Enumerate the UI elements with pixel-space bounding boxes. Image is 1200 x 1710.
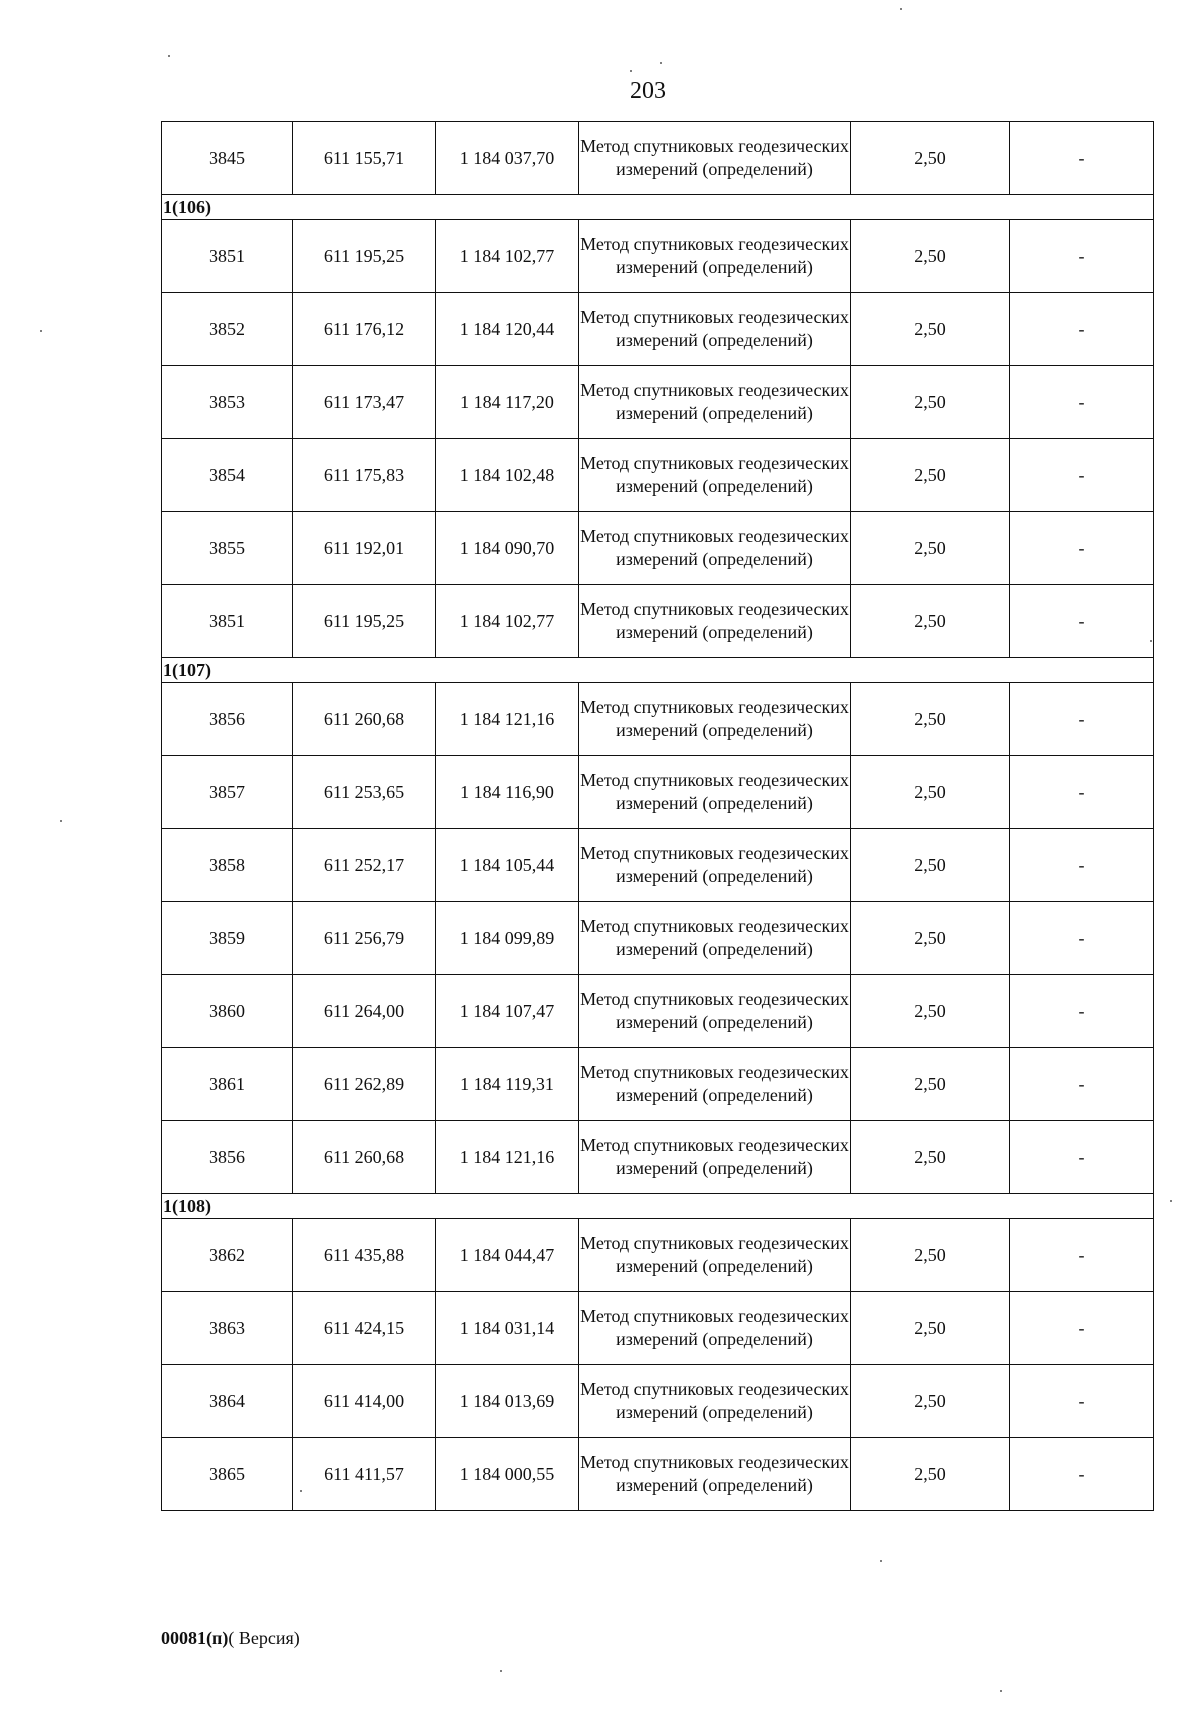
point-number-cell: 3853 (162, 366, 293, 439)
point-number-cell: 3852 (162, 293, 293, 366)
document-footer (161, 1628, 300, 1649)
method-cell: Метод спутниковых геодезических измерений (определений) (579, 122, 851, 195)
note-cell: - (1010, 1048, 1154, 1121)
method-cell: Метод спутниковых геодезических измерений (определений) (579, 829, 851, 902)
x-coordinate-cell: 611 262,89 (293, 1048, 436, 1121)
y-coordinate-cell: 1 184 037,70 (436, 122, 579, 195)
table-row (162, 122, 1154, 195)
coordinates-table-body (162, 122, 1154, 1511)
group-label: 1(108) (162, 1194, 1154, 1219)
table-row (162, 366, 1154, 439)
note-cell: - (1010, 1438, 1154, 1511)
y-coordinate-cell: 1 184 120,44 (436, 293, 579, 366)
x-coordinate-cell: 611 195,25 (293, 220, 436, 293)
accuracy-cell: 2,50 (851, 756, 1010, 829)
point-number-cell: 3851 (162, 585, 293, 658)
x-coordinate-cell: 611 435,88 (293, 1219, 436, 1292)
y-coordinate-cell: 1 184 013,69 (436, 1365, 579, 1438)
table-row (162, 1292, 1154, 1365)
method-cell: Метод спутниковых геодезических измерений (определений) (579, 1292, 851, 1365)
group-header-row (162, 658, 1154, 683)
point-number-cell: 3851 (162, 220, 293, 293)
point-number-cell: 3863 (162, 1292, 293, 1365)
point-number-cell: 3857 (162, 756, 293, 829)
group-label: 1(107) (162, 658, 1154, 683)
method-cell: Метод спутниковых геодезических измерений (определений) (579, 293, 851, 366)
method-cell: Метод спутниковых геодезических измерений (определений) (579, 585, 851, 658)
x-coordinate-cell: 611 173,47 (293, 366, 436, 439)
x-coordinate-cell: 611 411,57 (293, 1438, 436, 1511)
accuracy-cell: 2,50 (851, 220, 1010, 293)
footer-version: ( Версия) (228, 1628, 300, 1648)
x-coordinate-cell: 611 195,25 (293, 585, 436, 658)
x-coordinate-cell: 611 260,68 (293, 683, 436, 756)
accuracy-cell: 2,50 (851, 439, 1010, 512)
group-label: 1(106) (162, 195, 1154, 220)
point-number-cell: 3864 (162, 1365, 293, 1438)
x-coordinate-cell: 611 414,00 (293, 1365, 436, 1438)
group-header-row (162, 195, 1154, 220)
y-coordinate-cell: 1 184 107,47 (436, 975, 579, 1048)
y-coordinate-cell: 1 184 121,16 (436, 1121, 579, 1194)
method-cell: Метод спутниковых геодезических измерений (определений) (579, 366, 851, 439)
point-number-cell: 3865 (162, 1438, 293, 1511)
table-row (162, 829, 1154, 902)
page-number: 203 (630, 78, 666, 104)
point-number-cell: 3854 (162, 439, 293, 512)
table-row (162, 902, 1154, 975)
point-number-cell: 3858 (162, 829, 293, 902)
note-cell: - (1010, 439, 1154, 512)
x-coordinate-cell: 611 192,01 (293, 512, 436, 585)
y-coordinate-cell: 1 184 090,70 (436, 512, 579, 585)
accuracy-cell: 2,50 (851, 293, 1010, 366)
y-coordinate-cell: 1 184 102,77 (436, 220, 579, 293)
method-cell: Метод спутниковых геодезических измерений (определений) (579, 756, 851, 829)
accuracy-cell: 2,50 (851, 829, 1010, 902)
x-coordinate-cell: 611 253,65 (293, 756, 436, 829)
y-coordinate-cell: 1 184 031,14 (436, 1292, 579, 1365)
method-cell: Метод спутниковых геодезических измерений (определений) (579, 1121, 851, 1194)
x-coordinate-cell: 611 260,68 (293, 1121, 436, 1194)
method-cell: Метод спутниковых геодезических измерений (определений) (579, 1048, 851, 1121)
point-number-cell: 3855 (162, 512, 293, 585)
accuracy-cell: 2,50 (851, 1438, 1010, 1511)
table-row (162, 1438, 1154, 1511)
table-row (162, 293, 1154, 366)
note-cell: - (1010, 975, 1154, 1048)
y-coordinate-cell: 1 184 116,90 (436, 756, 579, 829)
y-coordinate-cell: 1 184 121,16 (436, 683, 579, 756)
table-row (162, 756, 1154, 829)
table-row (162, 220, 1154, 293)
accuracy-cell: 2,50 (851, 1219, 1010, 1292)
note-cell: - (1010, 683, 1154, 756)
note-cell: - (1010, 512, 1154, 585)
note-cell: - (1010, 220, 1154, 293)
y-coordinate-cell: 1 184 102,48 (436, 439, 579, 512)
table-row (162, 585, 1154, 658)
x-coordinate-cell: 611 175,83 (293, 439, 436, 512)
table-row (162, 975, 1154, 1048)
table-row (162, 512, 1154, 585)
x-coordinate-cell: 611 176,12 (293, 293, 436, 366)
method-cell: Метод спутниковых геодезических измерений (определений) (579, 439, 851, 512)
accuracy-cell: 2,50 (851, 366, 1010, 439)
coordinates-table (161, 121, 1154, 1511)
note-cell: - (1010, 1292, 1154, 1365)
note-cell: - (1010, 122, 1154, 195)
y-coordinate-cell: 1 184 044,47 (436, 1219, 579, 1292)
note-cell: - (1010, 1365, 1154, 1438)
table-row (162, 683, 1154, 756)
y-coordinate-cell: 1 184 105,44 (436, 829, 579, 902)
method-cell: Метод спутниковых геодезических измерений (определений) (579, 512, 851, 585)
accuracy-cell: 2,50 (851, 122, 1010, 195)
method-cell: Метод спутниковых геодезических измерений (определений) (579, 220, 851, 293)
method-cell: Метод спутниковых геодезических измерений (определений) (579, 1438, 851, 1511)
x-coordinate-cell: 611 256,79 (293, 902, 436, 975)
x-coordinate-cell: 611 264,00 (293, 975, 436, 1048)
point-number-cell: 3856 (162, 683, 293, 756)
note-cell: - (1010, 756, 1154, 829)
y-coordinate-cell: 1 184 099,89 (436, 902, 579, 975)
table-row (162, 1121, 1154, 1194)
x-coordinate-cell: 611 424,15 (293, 1292, 436, 1365)
method-cell: Метод спутниковых геодезических измерений (определений) (579, 902, 851, 975)
footer-code: 00081(п) (161, 1628, 229, 1648)
point-number-cell: 3859 (162, 902, 293, 975)
y-coordinate-cell: 1 184 000,55 (436, 1438, 579, 1511)
accuracy-cell: 2,50 (851, 1048, 1010, 1121)
group-header-row (162, 1194, 1154, 1219)
table-row (162, 439, 1154, 512)
y-coordinate-cell: 1 184 119,31 (436, 1048, 579, 1121)
accuracy-cell: 2,50 (851, 585, 1010, 658)
note-cell: - (1010, 829, 1154, 902)
note-cell: - (1010, 1121, 1154, 1194)
method-cell: Метод спутниковых геодезических измерений (определений) (579, 975, 851, 1048)
point-number-cell: 3845 (162, 122, 293, 195)
table-row (162, 1219, 1154, 1292)
note-cell: - (1010, 902, 1154, 975)
point-number-cell: 3862 (162, 1219, 293, 1292)
method-cell: Метод спутниковых геодезических измерений (определений) (579, 1365, 851, 1438)
point-number-cell: 3861 (162, 1048, 293, 1121)
note-cell: - (1010, 585, 1154, 658)
accuracy-cell: 2,50 (851, 683, 1010, 756)
accuracy-cell: 2,50 (851, 1121, 1010, 1194)
x-coordinate-cell: 611 155,71 (293, 122, 436, 195)
accuracy-cell: 2,50 (851, 902, 1010, 975)
method-cell: Метод спутниковых геодезических измерений (определений) (579, 683, 851, 756)
table-row (162, 1365, 1154, 1438)
accuracy-cell: 2,50 (851, 512, 1010, 585)
method-cell: Метод спутниковых геодезических измерений (определений) (579, 1219, 851, 1292)
point-number-cell: 3860 (162, 975, 293, 1048)
accuracy-cell: 2,50 (851, 1365, 1010, 1438)
y-coordinate-cell: 1 184 102,77 (436, 585, 579, 658)
note-cell: - (1010, 1219, 1154, 1292)
table-row (162, 1048, 1154, 1121)
note-cell: - (1010, 366, 1154, 439)
note-cell: - (1010, 293, 1154, 366)
accuracy-cell: 2,50 (851, 975, 1010, 1048)
x-coordinate-cell: 611 252,17 (293, 829, 436, 902)
accuracy-cell: 2,50 (851, 1292, 1010, 1365)
point-number-cell: 3856 (162, 1121, 293, 1194)
y-coordinate-cell: 1 184 117,20 (436, 366, 579, 439)
